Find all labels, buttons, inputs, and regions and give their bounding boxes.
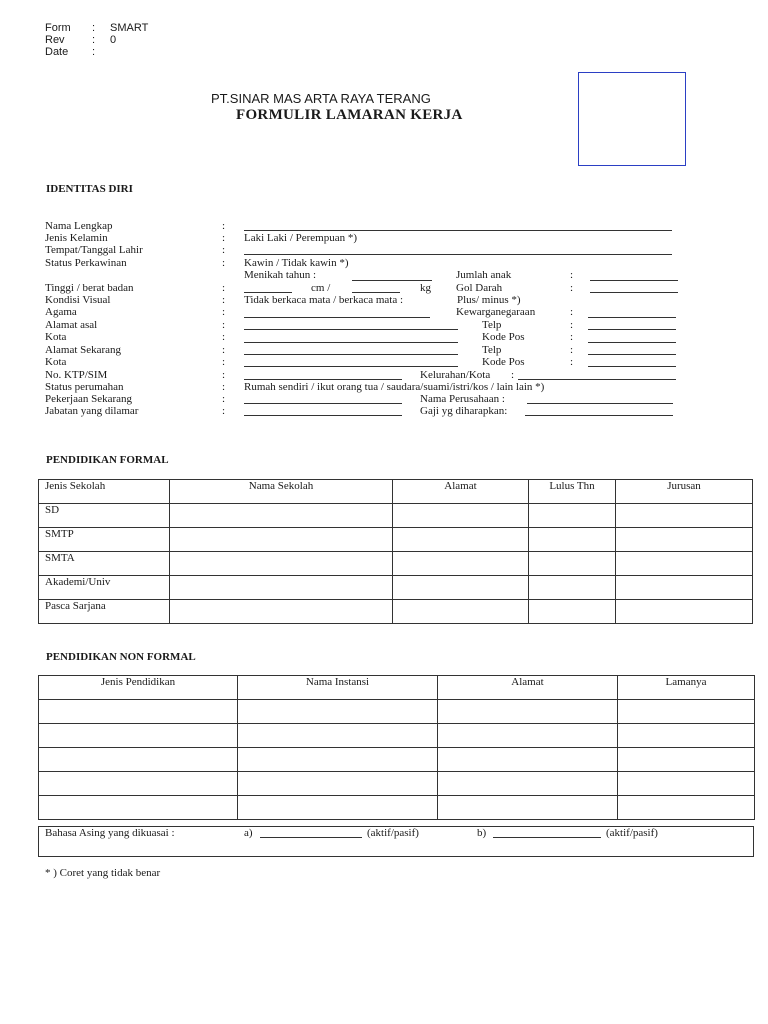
- field-berat[interactable]: [352, 292, 400, 293]
- meta-rev-value: 0: [110, 34, 117, 46]
- photo-box: [578, 72, 686, 166]
- cell-input[interactable]: [616, 576, 753, 600]
- cell-input[interactable]: [170, 576, 393, 600]
- pendidikan-non-formal-table: [38, 675, 755, 820]
- label-bahasa-a: a): [244, 827, 253, 839]
- field-ktp-sim[interactable]: [244, 379, 402, 380]
- label-jabatan-dilamar: Jabatan yang dilamar: [45, 405, 139, 417]
- field-gol-darah[interactable]: [590, 292, 678, 293]
- option-plus-minus[interactable]: Plus/ minus *): [457, 294, 521, 306]
- sep-perumahan: :: [222, 381, 226, 393]
- sep-jabatan: :: [222, 405, 226, 417]
- field-bahasa-a[interactable]: [260, 837, 362, 838]
- field-kota-asal[interactable]: [244, 342, 458, 343]
- header-jurusan: Jurusan: [616, 480, 753, 504]
- header-lamanya: Lamanya: [618, 676, 755, 700]
- label-alamat-sekarang: Alamat Sekarang: [45, 344, 122, 356]
- sep-ttl: :: [222, 244, 226, 256]
- field-pekerjaan-sekarang[interactable]: [244, 403, 402, 404]
- label-alamat-asal: Alamat asal: [45, 319, 98, 331]
- label-telp-asal: Telp: [482, 319, 502, 331]
- sep-ktp: :: [222, 369, 226, 381]
- label-telp-sekarang: Telp: [482, 344, 502, 356]
- table-header-row: [39, 480, 753, 504]
- cell-input[interactable]: [618, 748, 755, 772]
- cell-input[interactable]: [238, 724, 438, 748]
- cell-input[interactable]: [393, 576, 529, 600]
- label-agama: Agama: [45, 306, 77, 318]
- form-title: FORMULIR LAMARAN KERJA: [236, 107, 463, 123]
- cell-input[interactable]: [170, 552, 393, 576]
- cell-input[interactable]: [529, 576, 616, 600]
- cell-input[interactable]: [616, 600, 753, 624]
- cell-input[interactable]: [529, 552, 616, 576]
- row-label-smta: SMTA: [39, 552, 170, 576]
- sep-telp-asal: :: [570, 319, 574, 331]
- option-status-kawin[interactable]: Kawin / Tidak kawin *): [244, 257, 349, 269]
- label-jenis-kelamin: Jenis Kelamin: [45, 232, 108, 244]
- sep-gol-darah: :: [570, 282, 574, 294]
- header-nama-instansi: Nama Instansi: [238, 676, 438, 700]
- field-telp-sekarang[interactable]: [588, 354, 676, 355]
- field-gaji-diharapkan[interactable]: [525, 415, 673, 416]
- label-ktp-sim: No. KTP/SIM: [45, 369, 108, 381]
- field-alamat-sekarang[interactable]: [244, 354, 458, 355]
- option-status-perumahan[interactable]: Rumah sendiri / ikut orang tua / saudara/suami/istri/kos / lain lain *): [244, 381, 545, 393]
- cell-input[interactable]: [438, 724, 618, 748]
- label-nama-perusahaan: Nama Perusahaan :: [420, 393, 505, 405]
- unit-cm: cm /: [311, 282, 331, 294]
- sep-alamat-sekarang: :: [222, 344, 226, 356]
- section-pendidikan-non-formal-heading: PENDIDIKAN NON FORMAL: [46, 651, 196, 663]
- table-row: [39, 700, 755, 724]
- field-jumlah-anak[interactable]: [590, 280, 678, 281]
- cell-input[interactable]: [529, 528, 616, 552]
- label-status-perkawinan: Status Perkawinan: [45, 257, 127, 269]
- field-tinggi[interactable]: [244, 292, 292, 293]
- cell-input[interactable]: [393, 600, 529, 624]
- row-label-sd: SD: [39, 504, 170, 528]
- field-telp-asal[interactable]: [588, 329, 676, 330]
- label-bahasa-b: b): [477, 827, 487, 839]
- field-menikah-tahun[interactable]: [352, 280, 432, 281]
- option-kondisi-visual[interactable]: Tidak berkaca mata / berkaca mata :: [244, 294, 404, 306]
- cell-input[interactable]: [529, 504, 616, 528]
- cell-input[interactable]: [238, 796, 438, 820]
- label-gaji-diharapkan: Gaji yg diharapkan:: [420, 405, 508, 417]
- row-label-akademi-univ: Akademi/Univ: [39, 576, 170, 600]
- cell-input[interactable]: [238, 700, 438, 724]
- label-nama-lengkap: Nama Lengkap: [45, 220, 113, 232]
- field-kodepos-sekarang[interactable]: [588, 366, 676, 367]
- label-kodepos-asal: Kode Pos: [482, 331, 525, 343]
- meta-form-label: Form: [45, 22, 71, 34]
- cell-input[interactable]: [438, 748, 618, 772]
- field-kelurahan-kota[interactable]: [518, 379, 676, 380]
- row-label-smtp: SMTP: [39, 528, 170, 552]
- field-alamat-asal[interactable]: [244, 329, 458, 330]
- sep-tinggi: :: [222, 282, 226, 294]
- cell-input[interactable]: [393, 552, 529, 576]
- table-row: [39, 600, 753, 624]
- cell-input[interactable]: [39, 700, 238, 724]
- sep-kodepos-sekarang: :: [570, 356, 574, 368]
- cell-input[interactable]: [170, 528, 393, 552]
- section-pendidikan-formal-heading: PENDIDIKAN FORMAL: [46, 454, 169, 466]
- meta-form-sep: :: [92, 22, 96, 34]
- cell-input[interactable]: [618, 724, 755, 748]
- label-menikah-tahun: Menikah tahun :: [244, 269, 317, 281]
- cell-input[interactable]: [238, 772, 438, 796]
- sep-kota-sekarang: :: [222, 356, 226, 368]
- cell-input[interactable]: [393, 528, 529, 552]
- sep-kondisi: :: [222, 294, 226, 306]
- label-tinggi-berat: Tinggi / berat badan: [45, 282, 134, 294]
- cell-input[interactable]: [616, 552, 753, 576]
- field-kota-sekarang[interactable]: [244, 366, 458, 367]
- field-nama-perusahaan[interactable]: [527, 403, 673, 404]
- hint-bahasa-a: (aktif/pasif): [367, 827, 419, 839]
- sep-agama: :: [222, 306, 226, 318]
- meta-date-sep: :: [92, 46, 96, 58]
- label-jumlah-anak: Jumlah anak: [456, 269, 512, 281]
- field-tempat-tanggal-lahir[interactable]: [244, 254, 672, 255]
- table-row: [39, 748, 755, 772]
- meta-date-label: Date: [45, 46, 69, 58]
- label-gol-darah: Gol Darah: [456, 282, 503, 294]
- label-tempat-tanggal-lahir: Tempat/Tanggal Lahir: [45, 244, 143, 256]
- header-jenis-pendidikan: Jenis Pendidikan: [39, 676, 238, 700]
- cell-input[interactable]: [618, 772, 755, 796]
- table-row: [39, 724, 755, 748]
- field-bahasa-b[interactable]: [493, 837, 601, 838]
- cell-input[interactable]: [616, 528, 753, 552]
- sep-kelamin: :: [222, 232, 226, 244]
- field-agama[interactable]: [244, 317, 430, 318]
- hint-bahasa-b: (aktif/pasif): [606, 827, 658, 839]
- field-kodepos-asal[interactable]: [588, 342, 676, 343]
- table-row: [39, 796, 755, 820]
- company-name: PT.SINAR MAS ARTA RAYA TERANG: [211, 91, 431, 106]
- meta-form-value: SMART: [110, 22, 149, 34]
- table-row: [39, 576, 753, 600]
- cell-input[interactable]: [438, 700, 618, 724]
- table-row: [39, 528, 753, 552]
- option-jenis-kelamin[interactable]: Laki Laki / Perempuan *): [244, 232, 358, 244]
- meta-rev-label: Rev: [45, 34, 65, 46]
- label-status-perumahan: Status perumahan: [45, 381, 124, 393]
- cell-input[interactable]: [39, 748, 238, 772]
- label-bahasa-asing: Bahasa Asing yang dikuasai :: [45, 827, 175, 839]
- table-row: [39, 552, 753, 576]
- sep-kelurahan-kota: :: [511, 369, 515, 381]
- cell-input[interactable]: [170, 504, 393, 528]
- cell-input[interactable]: [39, 724, 238, 748]
- sep-kewarganegaraan: :: [570, 306, 574, 318]
- table-row: [39, 772, 755, 796]
- field-jabatan-dilamar[interactable]: [244, 415, 402, 416]
- cell-input[interactable]: [39, 796, 238, 820]
- label-kelurahan-kota: Kelurahan/Kota: [420, 369, 491, 381]
- cell-input[interactable]: [618, 700, 755, 724]
- cell-input[interactable]: [170, 600, 393, 624]
- header-alamat: Alamat: [393, 480, 529, 504]
- row-label-pasca-sarjana: Pasca Sarjana: [39, 600, 170, 624]
- cell-input[interactable]: [39, 772, 238, 796]
- sep-nama: :: [222, 220, 226, 232]
- sep-kodepos-asal: :: [570, 331, 574, 343]
- footnote-coret: * ) Coret yang tidak benar: [45, 867, 161, 879]
- header-jenis-sekolah: Jenis Sekolah: [39, 480, 170, 504]
- field-nama-lengkap[interactable]: [244, 230, 672, 231]
- meta-rev-sep: :: [92, 34, 96, 46]
- label-kota-sekarang: Kota: [45, 356, 67, 368]
- table-row: [39, 504, 753, 528]
- sep-alamat-asal: :: [222, 319, 226, 331]
- cell-input[interactable]: [393, 504, 529, 528]
- label-kodepos-sekarang: Kode Pos: [482, 356, 525, 368]
- sep-pekerjaan: :: [222, 393, 226, 405]
- cell-input[interactable]: [238, 748, 438, 772]
- header-lulus-thn: Lulus Thn: [529, 480, 616, 504]
- sep-jumlah-anak: :: [570, 269, 574, 281]
- label-kondisi-visual: Kondisi Visual: [45, 294, 111, 306]
- table-header-row: [39, 676, 755, 700]
- pendidikan-formal-table: [38, 479, 753, 624]
- cell-input[interactable]: [616, 504, 753, 528]
- label-kota-asal: Kota: [45, 331, 67, 343]
- header-nama-sekolah: Nama Sekolah: [170, 480, 393, 504]
- cell-input[interactable]: [529, 600, 616, 624]
- header-alamat: Alamat: [438, 676, 618, 700]
- label-pekerjaan-sekarang: Pekerjaan Sekarang: [45, 393, 133, 405]
- cell-input[interactable]: [438, 796, 618, 820]
- section-identitas-heading: IDENTITAS DIRI: [46, 183, 133, 195]
- label-kewarganegaraan: Kewarganegaraan: [456, 306, 536, 318]
- sep-telp-sekarang: :: [570, 344, 574, 356]
- sep-kota-asal: :: [222, 331, 226, 343]
- sep-status: :: [222, 257, 226, 269]
- unit-kg: kg: [420, 282, 431, 294]
- cell-input[interactable]: [438, 772, 618, 796]
- field-kewarganegaraan[interactable]: [588, 317, 676, 318]
- cell-input[interactable]: [618, 796, 755, 820]
